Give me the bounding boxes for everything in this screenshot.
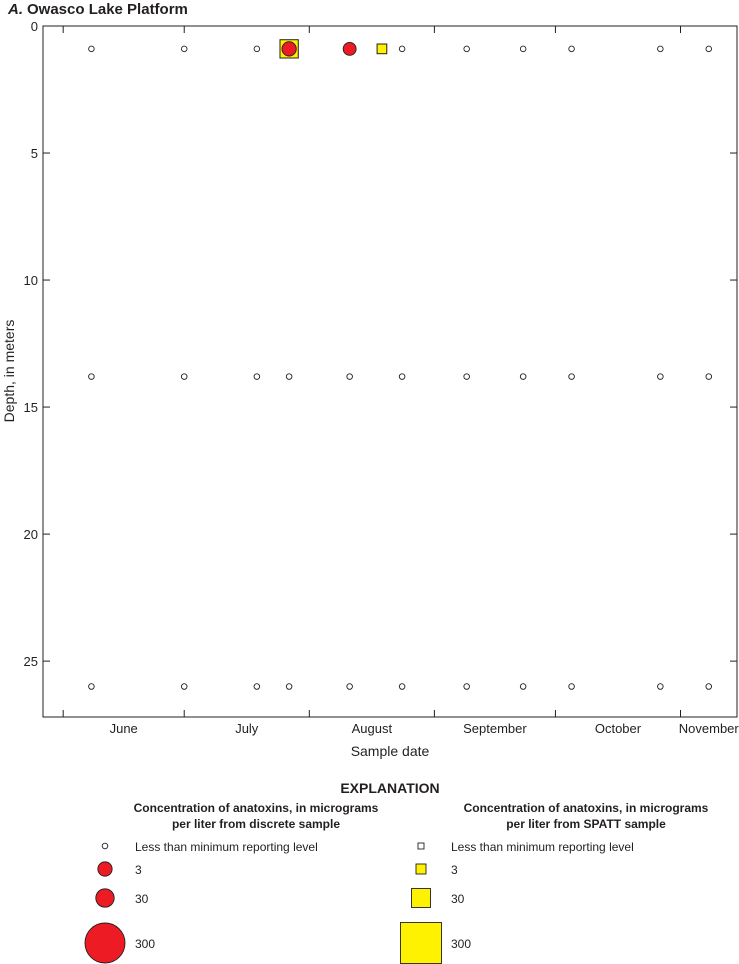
legend-items bbox=[85, 840, 634, 964]
panel-title-text: Owasco Lake Platform bbox=[27, 1, 188, 18]
legend-spatt-label: 300 bbox=[451, 937, 472, 951]
nondetect-point bbox=[658, 374, 664, 380]
nondetect-point bbox=[254, 374, 260, 380]
nondetect-point bbox=[399, 46, 405, 52]
nondetect-point bbox=[520, 46, 526, 52]
legend-discrete-title-2: per liter from discrete sample bbox=[171, 817, 341, 831]
legend-spatt-square bbox=[401, 923, 442, 964]
nondetect-point bbox=[89, 46, 95, 52]
nondetect-point bbox=[181, 46, 187, 52]
legend-discrete-circle bbox=[96, 889, 114, 907]
legend-discrete-label: 300 bbox=[135, 937, 156, 951]
nondetect-point bbox=[399, 374, 405, 380]
x-tick-label: October bbox=[594, 721, 642, 736]
x-tick-label: June bbox=[109, 721, 138, 736]
nondetect-point bbox=[520, 684, 526, 690]
plot-frame bbox=[43, 26, 737, 717]
nondetect-point bbox=[347, 684, 353, 690]
nondetect-point bbox=[658, 684, 664, 690]
legend-spatt-title-2: per liter from SPATT sample bbox=[506, 817, 666, 831]
nondetect-point bbox=[286, 684, 292, 690]
legend-spatt-label: 3 bbox=[451, 863, 458, 877]
x-tick-label: July bbox=[235, 721, 259, 736]
legend-spatt-label: Less than minimum reporting level bbox=[451, 840, 634, 854]
y-axis bbox=[24, 19, 737, 669]
panel-letter: A. bbox=[8, 1, 23, 18]
nondetect-point bbox=[464, 374, 470, 380]
x-tick-label: August bbox=[351, 721, 393, 736]
x-tick-label: November bbox=[678, 721, 739, 736]
nondetect-point bbox=[520, 374, 526, 380]
y-tick-label: 15 bbox=[23, 400, 38, 416]
nondetect-point bbox=[464, 46, 470, 52]
legend bbox=[85, 780, 709, 964]
x-tick-label: September bbox=[463, 721, 527, 736]
data-points bbox=[89, 40, 712, 690]
legend-heading: EXPLANATION bbox=[340, 780, 440, 796]
legend-nondetect-square bbox=[418, 843, 424, 849]
legend-discrete-circle bbox=[85, 923, 125, 963]
y-tick-label: 5 bbox=[30, 146, 38, 162]
nondetect-point bbox=[286, 374, 292, 380]
discrete-point bbox=[343, 42, 356, 55]
legend-discrete-label: 3 bbox=[135, 863, 142, 877]
nondetect-point bbox=[706, 46, 712, 52]
legend-nondetect-circle bbox=[102, 843, 108, 849]
y-axis-label: Depth, in meters bbox=[1, 319, 17, 423]
nondetect-point bbox=[569, 374, 575, 380]
legend-spatt-square bbox=[412, 889, 431, 908]
spatt-square bbox=[377, 44, 387, 54]
legend-spatt-label: 30 bbox=[451, 892, 465, 906]
y-tick-label: 0 bbox=[30, 19, 38, 34]
nondetect-point bbox=[706, 684, 712, 690]
y-tick-label: 20 bbox=[23, 527, 38, 543]
panel-title bbox=[7, 1, 188, 18]
nondetect-point bbox=[706, 374, 712, 380]
nondetect-point bbox=[254, 684, 260, 690]
y-tick-label: 10 bbox=[23, 273, 38, 289]
legend-discrete-title-1: Concentration of anatoxins, in micrograms bbox=[133, 801, 379, 815]
discrete-point bbox=[282, 42, 296, 56]
nondetect-point bbox=[181, 374, 187, 380]
nondetect-point bbox=[254, 46, 260, 52]
nondetect-point bbox=[569, 684, 575, 690]
nondetect-point bbox=[347, 374, 353, 380]
nondetect-point bbox=[658, 46, 664, 52]
nondetect-point bbox=[89, 684, 95, 690]
nondetect-point bbox=[569, 46, 575, 52]
x-axis bbox=[63, 26, 739, 736]
legend-discrete-circle bbox=[98, 862, 112, 876]
nondetect-point bbox=[181, 684, 187, 690]
nondetect-point bbox=[464, 684, 470, 690]
legend-spatt-square bbox=[416, 864, 426, 874]
x-axis-label: Sample date bbox=[350, 743, 430, 759]
legend-discrete-label: 30 bbox=[135, 892, 149, 906]
nondetect-point bbox=[399, 684, 405, 690]
y-tick-label: 25 bbox=[23, 654, 38, 670]
nondetect-point bbox=[89, 374, 95, 380]
legend-spatt-title-1: Concentration of anatoxins, in micrograms bbox=[463, 801, 709, 815]
legend-discrete-label: Less than minimum reporting level bbox=[135, 840, 318, 854]
